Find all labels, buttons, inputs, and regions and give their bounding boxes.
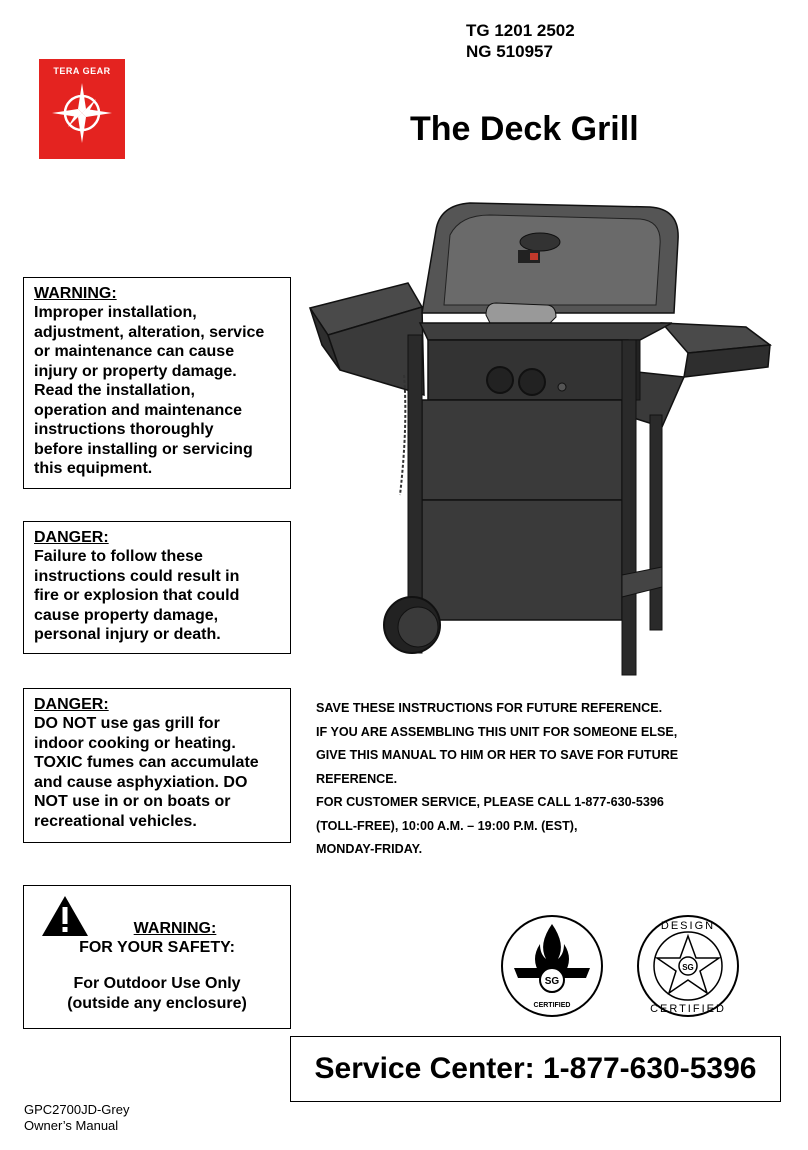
warning-heading: WARNING: (34, 285, 117, 302)
brand-logo (39, 59, 125, 159)
danger-line: instructions could result in (34, 567, 240, 585)
danger-box-fire (23, 521, 291, 654)
certified-badge (502, 916, 602, 1016)
model-codes (466, 20, 575, 62)
warning-line: this equipment. (34, 460, 153, 477)
safety-heading: WARNING: (133, 920, 217, 937)
footer-model: GPC2700JD-Grey (24, 1102, 130, 1117)
warning-line: adjustment, alteration, service (34, 323, 265, 341)
danger-text (34, 547, 280, 645)
danger-line: and cause asphyxiation. DO (34, 773, 248, 791)
instruction-line: MONDAY-FRIDAY. (316, 842, 423, 856)
code-ng: NG 510957 (466, 42, 553, 61)
instructions-text (316, 697, 678, 862)
instruction-line: REFERENCE. (316, 771, 398, 786)
instruction-line: (TOLL-FREE), 10:00 A.M. – 19:00 P.M. (EST), (316, 818, 578, 833)
design-mark: SG (682, 963, 694, 972)
danger-line: cause property damage, (34, 606, 219, 624)
danger-line: indoor cooking or heating. (34, 734, 236, 752)
instruction-line: FOR CUSTOMER SERVICE, PLEASE CALL 1-877-630-5396 (316, 795, 664, 809)
instruction-line: IF YOU ARE ASSEMBLING THIS UNIT FOR SOMEONE ELSE, (316, 724, 678, 739)
warning-line: before installing or servicing (34, 440, 253, 458)
danger-heading: DANGER: (34, 529, 109, 546)
safety-line-1: FOR YOUR SAFETY: (79, 939, 235, 956)
grill-illustration (300, 195, 790, 685)
danger-line: DO NOT use gas grill for (34, 715, 220, 732)
instruction-line: SAVE THESE INSTRUCTIONS FOR FUTURE REFERENCE. (316, 701, 663, 715)
warning-triangle-icon (40, 894, 90, 938)
design-bottom-text: CERTIFIED (650, 1003, 726, 1015)
compass-star-icon (52, 83, 112, 143)
design-top-text: DESIGN (660, 920, 716, 932)
danger-line: NOT use in or on boats or (34, 793, 231, 810)
safety-warning-box (23, 885, 291, 1029)
warning-line: Improper installation, (34, 304, 197, 321)
danger-line: personal injury or death. (34, 626, 221, 643)
danger-line: Failure to follow these (34, 548, 203, 565)
service-center-box: Service Center: 1-877-630-5396 (290, 1036, 781, 1102)
danger-heading: DANGER: (34, 696, 109, 713)
danger-line: recreational vehicles. (34, 812, 197, 830)
certification-badges (500, 914, 745, 1024)
design-certified-badge (638, 916, 738, 1016)
page-title: The Deck Grill (410, 110, 639, 148)
footer (24, 1102, 129, 1134)
danger-box-indoor (23, 688, 291, 843)
safety-line-3: (outside any enclosure) (67, 995, 247, 1012)
warning-box (23, 277, 291, 489)
danger-line: TOXIC fumes can accumulate (34, 754, 259, 771)
logo-brand-text: TERA GEAR (53, 66, 111, 76)
certified-mark: SG (544, 976, 560, 987)
warning-line: injury or property damage. (34, 362, 237, 380)
safety-line-2: For Outdoor Use Only (73, 975, 241, 992)
footer-doc: Owner’s Manual (24, 1118, 119, 1133)
warning-line: operation and maintenance (34, 401, 243, 419)
instruction-line: GIVE THIS MANUAL TO HIM OR HER TO SAVE FOR FUTURE (316, 748, 679, 762)
warning-line: Read the installation, (34, 382, 195, 399)
danger-text (34, 714, 280, 831)
warning-text (34, 303, 280, 479)
danger-line: fire or explosion that could (34, 587, 240, 604)
warning-line: instructions thoroughly (34, 421, 214, 438)
certified-label: CERTIFIED (533, 1002, 571, 1009)
warning-line: or maintenance can cause (34, 343, 235, 360)
code-tg: TG 1201 2502 (466, 21, 575, 40)
